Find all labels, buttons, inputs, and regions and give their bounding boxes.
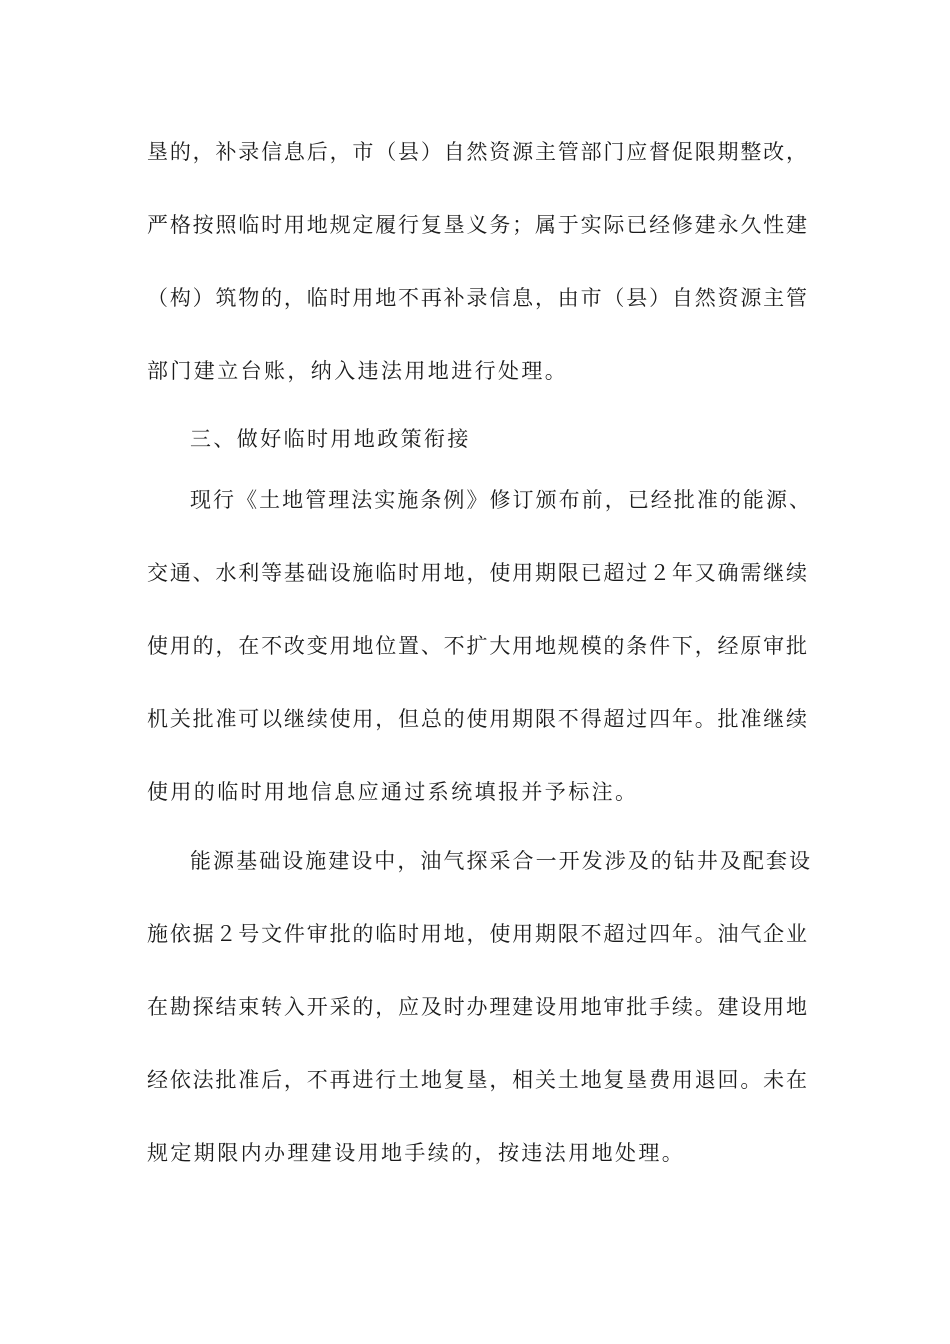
paragraph-line: 机关批准可以继续使用，但总的使用期限不得超过四年。批准继续 — [147, 707, 807, 731]
paragraph-line: 能源基础设施建设中，油气探采合一开发涉及的钻井及配套设 — [190, 849, 810, 873]
paragraph-line: 垦的，补录信息后，市（县）自然资源主管部门应督促限期整改， — [147, 140, 807, 164]
paragraph-line: 在勘探结束转入开采的，应及时办理建设用地审批手续。建设用地 — [147, 995, 807, 1019]
paragraph-line: 使用的，在不改变用地位置、不扩大用地规模的条件下，经原审批 — [147, 634, 807, 658]
paragraph-line: 使用的临时用地信息应通过系统填报并予标注。 — [147, 780, 639, 804]
paragraph-line: 部门建立台账，纳入违法用地进行处理。 — [147, 359, 569, 383]
paragraph-line: 施依据２号文件审批的临时用地，使用期限不超过四年。油气企业 — [147, 922, 807, 946]
paragraph-line: （构）筑物的，临时用地不再补录信息，由市（县）自然资源主管 — [147, 286, 807, 310]
paragraph-line: 交通、水利等基础设施临时用地，使用期限已超过２年又确需继续 — [147, 561, 807, 585]
paragraph-line: 规定期限内办理建设用地手续的，按违法用地处理。 — [147, 1141, 686, 1165]
paragraph-line: 现行《土地管理法实施条例》修订颁布前，已经批准的能源、 — [190, 488, 810, 512]
section-heading: 三、做好临时用地政策衔接 — [190, 427, 471, 451]
paragraph-line: 严格按照临时用地规定履行复垦义务；属于实际已经修建永久性建 — [147, 213, 807, 237]
paragraph-line: 经依法批准后，不再进行土地复垦，相关土地复垦费用退回。未在 — [147, 1068, 807, 1092]
